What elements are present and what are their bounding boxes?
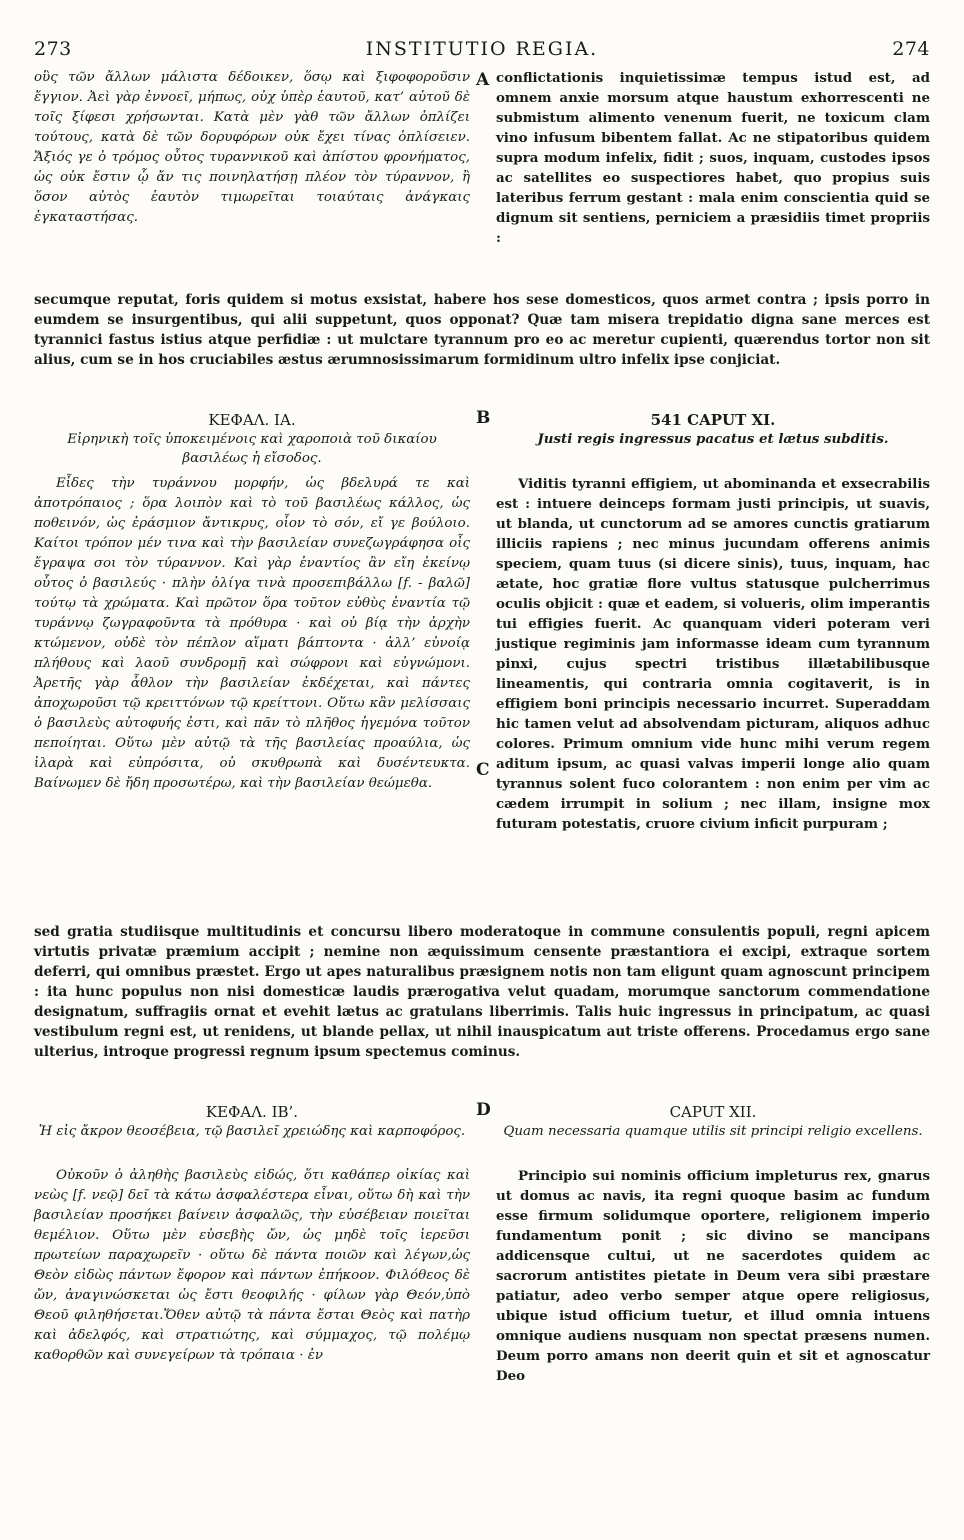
margin-marker-d: D	[476, 1100, 491, 1120]
latin-text-1: conflictationis inquietissimæ tempus istud est, ad omnem anxie morsum atque haustum exhorrescenti ne submistum alimento venenum fuerit, ne toxicum clam vino infusum bibentem fallat. Ac ne stipatoribus quidem supra modum infelix, fidit ; suos, inquam, custodes ipsos ac satellites eo suspectiores habet, quo propius suis lateribus ferrum gestant : mala enim conscientia quid se dignum sit sentiens, perniciem a præsidiis timet propriis :	[496, 70, 930, 246]
latin-column-3	[496, 1166, 930, 1386]
latin-chapter-heading-11	[496, 410, 930, 449]
latin-chapter-title: 541 CAPUT XI.	[650, 411, 776, 429]
greek-chapter-title-12: ΚΕΦΑΛ. ΙΒ’.	[205, 1103, 299, 1121]
latin-chapter-subtitle-12: Quam necessaria quamque utilis sit principi religio excellens.	[503, 1124, 923, 1139]
latin-chapter-heading-12	[496, 1102, 930, 1141]
running-title: INSTITUTIO REGIA.	[365, 38, 599, 60]
greek-text-3: Οὐκοῦν ὁ ἀληθὴς βασιλεὺς εἰδώς, ὅτι καθάπερ οἰκίας καὶ νεὼς [f. νεῷ] δεῖ τὰ κάτω ἀσφαλέστερα εἶναι, οὕτω δὴ καὶ τὴν βασιλείαν προσήκει βαίνειν ἀσφαλῶς, τὴν εὐσέβειαν ποιεῖται θεμέλιον. Οὕτω μὲν εὐσεβὴς ὤν, ὡς μηδὲ τοῖς ἱερεῦσι πρωτείων παραχωρεῖν · οὕτω δὲ πάντα ποιῶν καὶ λέγων,ὡς Θεὸν εἰδὼς πάντων ἔφορον καὶ πάντων ἐπήκοον. Φιλόθεος δὲ ὤν, ἀναγινώσκεται ὡς ἔστι θεοφιλής · φίλων γὰρ Θεόν,ὑπὸ Θεοῦ φιληθήσεται.Ὅθεν αὐτῷ τὰ πάντα ἔσται Θεὸς καὶ πατὴρ καὶ ἀδελφός, καὶ στρατιώτης, καὶ σύμμαχος, τῷ πολέμῳ καθορθῶν καὶ συνεγείρων τὰ τρόπαια · ἐν	[34, 1168, 470, 1363]
greek-chapter-subtitle-12: Ἡ εἰς ἄκρον θεοσέβεια, τῷ βασιλεῖ χρειώδης καὶ καρποφόρος.	[38, 1124, 466, 1139]
greek-column-2	[34, 474, 470, 794]
margin-marker-a: A	[476, 70, 490, 90]
latin-chapter-subtitle: Justi regis ingressus pacatus et lætus subditis.	[537, 431, 889, 447]
greek-chapter-heading-12	[34, 1102, 470, 1141]
continuation-text-2: sed gratia studiisque multitudinis et concursu libero moderatoque in commune consulentis populi, regni apicem virtutis privatæ præmium accipit ; nemine non æquissimum censente præstantiora ei excipi, extraque sortem deferri, qui omnibus præstet. Ergo ut apes naturalibus præsignem notis non tam eligunt quam agnoscunt principem : ita hunc populus non nisi domesticæ laudis prærogativa velut quadam, morumque sanctorum commendatione designatum, suffragiis ornat et evehit lætus ac gratulans liberrimis. Talis huic ingressus in principatum, ac quasi vestibulum regni est, ut renidens, ut blande pellax, ut nihil inauspicatum aut triste offerens. Procedamus ergo sane ulterius, introque progressi regnum ipsum spectemus cominus.	[34, 924, 930, 1060]
greek-text-1: οὓς τῶν ἄλλων μάλιστα δέδοικεν, ὅσῳ καὶ ξιφοφοροῦσιν ἔγγιον. Ἀεὶ γὰρ ἐννοεῖ, μήπως, οὐχ ὑπὲρ ἑαυτοῦ, κατ’ αὐτοῦ δὲ τοῖς ξίφεσι χρήσωνται. Κατὰ μὲν γὰθ τῶν ἄλλων ὁπλίζει τούτους, κατὰ δὲ τῶν δορυφόρων οὐκ ἔχει τίνας ὁπλίσειεν. Ἄξιός γε ὁ τρόμος οὗτος τυραννικοῦ καὶ ἀπίστου φρονήματος, ὡς οὐκ ἔστιν ᾧ ἄν τις ποινηλατήσῃ πλέον τὸν τύραννον, ἢ ὅσον αὐτὸς ἑαυτὸν τιμωρεῖται τοιαύταις ἀνάγκαις ἐγκαταστήσας.	[34, 70, 470, 225]
margin-marker-c: C	[476, 760, 490, 780]
greek-column-1	[34, 68, 470, 228]
page-number-left: 273	[34, 38, 72, 60]
greek-text-2: Εἶδες τὴν τυράννου μορφήν, ὡς βδελυρά τε καὶ ἀποτρόπαιος ; ὅρα λοιπὸν καὶ τὸ τοῦ βασιλέως κάλλος, ὡς ποθεινόν, ὡς ἐράσμιον ἄντικρυς, οἷον τὸ σόν, εἴ γε βούλοιο. Καίτοι τρόπον μέν τινα καὶ τὴν βασιλείαν συνεζωγράφησα οἷς ἔγραψα σοι τὸν τύραννον. Καὶ γὰρ ἐναντίος ἂν εἴη ἐκείνῳ οὗτος ὁ βασιλεύς · πλὴν ὀλίγα τινὰ προσεπιβάλλω [f. - βαλῶ] τούτῳ τὰ χρώματα. Καὶ πρῶτον ὅρα τοῦτον εὐθὺς ἐναντία τῷ τυράννῳ ζωγραφοῦντα τὰ πρόθυρα · καὶ οὐ βίᾳ τὴν ἀρχὴν κτώμενον, οὐδὲ τὸν πέπλον αἵματι βάπτοντα · ἀλλ’ εὐνοίᾳ πλήθους καὶ λαοῦ συνδρομῇ καὶ σώφρονι καὶ εὐγνώμονι. Ἀρετῆς γὰρ ἆθλον τὴν βασιλείαν ἐκδέχεται, καὶ πάντες ἀποχωροῦσι τῷ κρειττόνων τῷ κρείττονι. Οὕτω κἂν μελίσσαις ὁ βασιλεὺς αὐτοφυής ἐστι, καὶ πᾶν τὸ πλῆθος ἡγεμόνα τοῦτον πεποίηται. Οὕτω μὲν αὐτῷ τὰ τῆς βασιλείας προαύλια, ὡς ἱλαρὰ καὶ εὐπρόσιτα, οὐ σκυθρωπὰ καὶ δυσέντευκτα. Βαίνωμεν δὲ ἤδη προσωτέρω, καὶ τὴν βασιλείαν θεώμεθα.	[34, 476, 470, 791]
page-number-right: 274	[892, 38, 930, 60]
greek-chapter-title: ΚΕΦΑΛ. ΙΑ.	[208, 411, 296, 429]
latin-column-1	[496, 68, 930, 248]
latin-text-2: Viditis tyranni effigiem, ut abominanda et exsecrabilis est : intuere deinceps formam justi principis, ut suavis, ut blanda, ut cunctorum ad se amores cunctis gratiarum illiciis rapiens ; nec minus jucundam offerens animis speciem, quam tuus (si dicere sinis), tuus, inquam, hac ætate, hoc gratiæ flore vultus statusque pulcherrimus oculis objicit : quæ et eadem, si volueris, olim imperantis tui effigies fuerit. Ac quanquam videri poteram veri justique regiminis jam informasse ideam cum tyrannum pinxi, cujus spectri tristibus illætabilibusque lineamentis, qui contraria omnia cogitaverit, is in effigiem boni principis necessario incurret. Superaddam hic tamen velut ad absolvendam picturam, aliquos adhuc colores. Primum omnium vide hunc mihi verum regem aditum ipsum, ac quasi valvas imperii longe alio quam tyrannus solent fuco colorantem : non enim per vim ac cædem irrumpit in solium ; nec illam, insigne mox futuram potestatis, cruore civium inficit purpuram ;	[496, 476, 930, 832]
continuation-text-1: secumque reputat, foris quidem si motus exsistat, habere hos sese domesticos, quos armet contra ; ipsis porro in eumdem se insurgentibus, qui alii suppetunt, quos opponat? Quæ tam misera trepidatio digna sane merces est tyrannici fastus istius atque perfidiæ : ut mulctare tyrannum pro eo ac meretur cupienti, quærendus tortor non sit alius, cum se in hos cruciabiles æstus ærumnosissimarum formidinum ultro infelix ipse conjiciat.	[34, 292, 930, 368]
latin-column-2	[496, 474, 930, 834]
greek-column-3	[34, 1166, 470, 1366]
latin-chapter-title-12: CAPUT XII.	[669, 1103, 757, 1121]
latin-text-3: Principio sui nominis officium impleturus rex, gnarus ut domus ac navis, ita regni quoque basim ac fundum esse firmum solidumque oportere, religionem imperio fundamentum ponit ; sic divino se mancipans addicensque cultui, ut ne sacerdotes quidem ac sacrorum antistites pietate in Deum vera sibi præstare patiatur, adeo verbo semper atque opere religiosus, ubique istud officium tuetur, et illud omnia intuens omnique audiens nusquam non spectat præsens numen. Deum porro amans non deerit quin et sit et agnoscatur Deo	[496, 1168, 930, 1384]
greek-chapter-heading-11	[34, 410, 470, 468]
margin-marker-b: B	[476, 408, 491, 428]
running-header	[34, 36, 930, 62]
greek-chapter-subtitle: Εἰρηνικὴ τοῖς ὑποκειμένοις καὶ χαροποιὰ τοῦ δικαίου βασιλέως ἡ εἴσοδος.	[67, 432, 437, 466]
